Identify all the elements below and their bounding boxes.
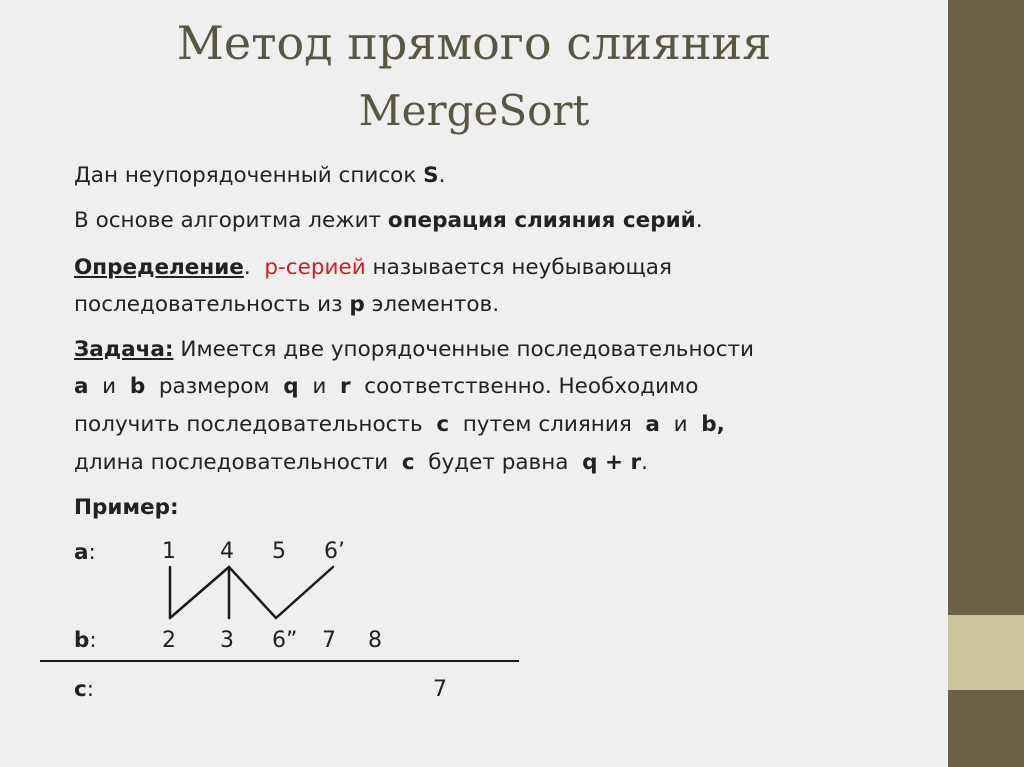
b-value: 8: [368, 628, 382, 653]
row-a-label: a:: [74, 540, 96, 565]
b-value: 7: [322, 628, 336, 653]
a-value: 4: [220, 539, 234, 564]
a-value: 1: [162, 539, 176, 564]
c-value: 7: [433, 677, 447, 702]
definition-line-1: Определение. p-серией называется неубывающая: [74, 255, 672, 280]
task-line-1: Задача: Имеется две упорядоченные последовательности: [74, 337, 755, 362]
slide-title: Метод прямого слияния: [176, 16, 772, 70]
p-series-term: p-серией: [264, 255, 366, 280]
definition-label: Определение: [74, 255, 244, 280]
task-line-2: a и b размером q и r соответственно. Необходимо: [74, 374, 699, 399]
merge-line: [276, 567, 333, 618]
task-line-3: получить последовательность c путем слияния a и b,: [74, 412, 725, 437]
a-value: 6’: [324, 539, 345, 564]
merge-line: [229, 567, 276, 618]
paragraph-list: Дан неупорядоченный список S.: [74, 163, 446, 188]
paragraph-basis: В основе алгоритма лежит операция слияния серий.: [74, 208, 703, 233]
row-c-label: c:: [74, 677, 94, 702]
definition-line-2: последовательность из p элементов.: [74, 292, 500, 317]
row-b-label: b:: [74, 628, 97, 653]
sidebar-band: [948, 615, 1024, 690]
a-value: 5: [272, 539, 286, 564]
b-value: 3: [220, 628, 234, 653]
slide-subtitle: MergeSort: [358, 86, 590, 135]
task-line-4: длина последовательности c будет равна q + r.: [74, 450, 648, 475]
example-label: Пример:: [74, 495, 179, 520]
b-value: 2: [162, 628, 176, 653]
task-label: Задача:: [74, 337, 174, 362]
b-value: 6”: [272, 628, 298, 653]
merge-line: [170, 567, 229, 618]
